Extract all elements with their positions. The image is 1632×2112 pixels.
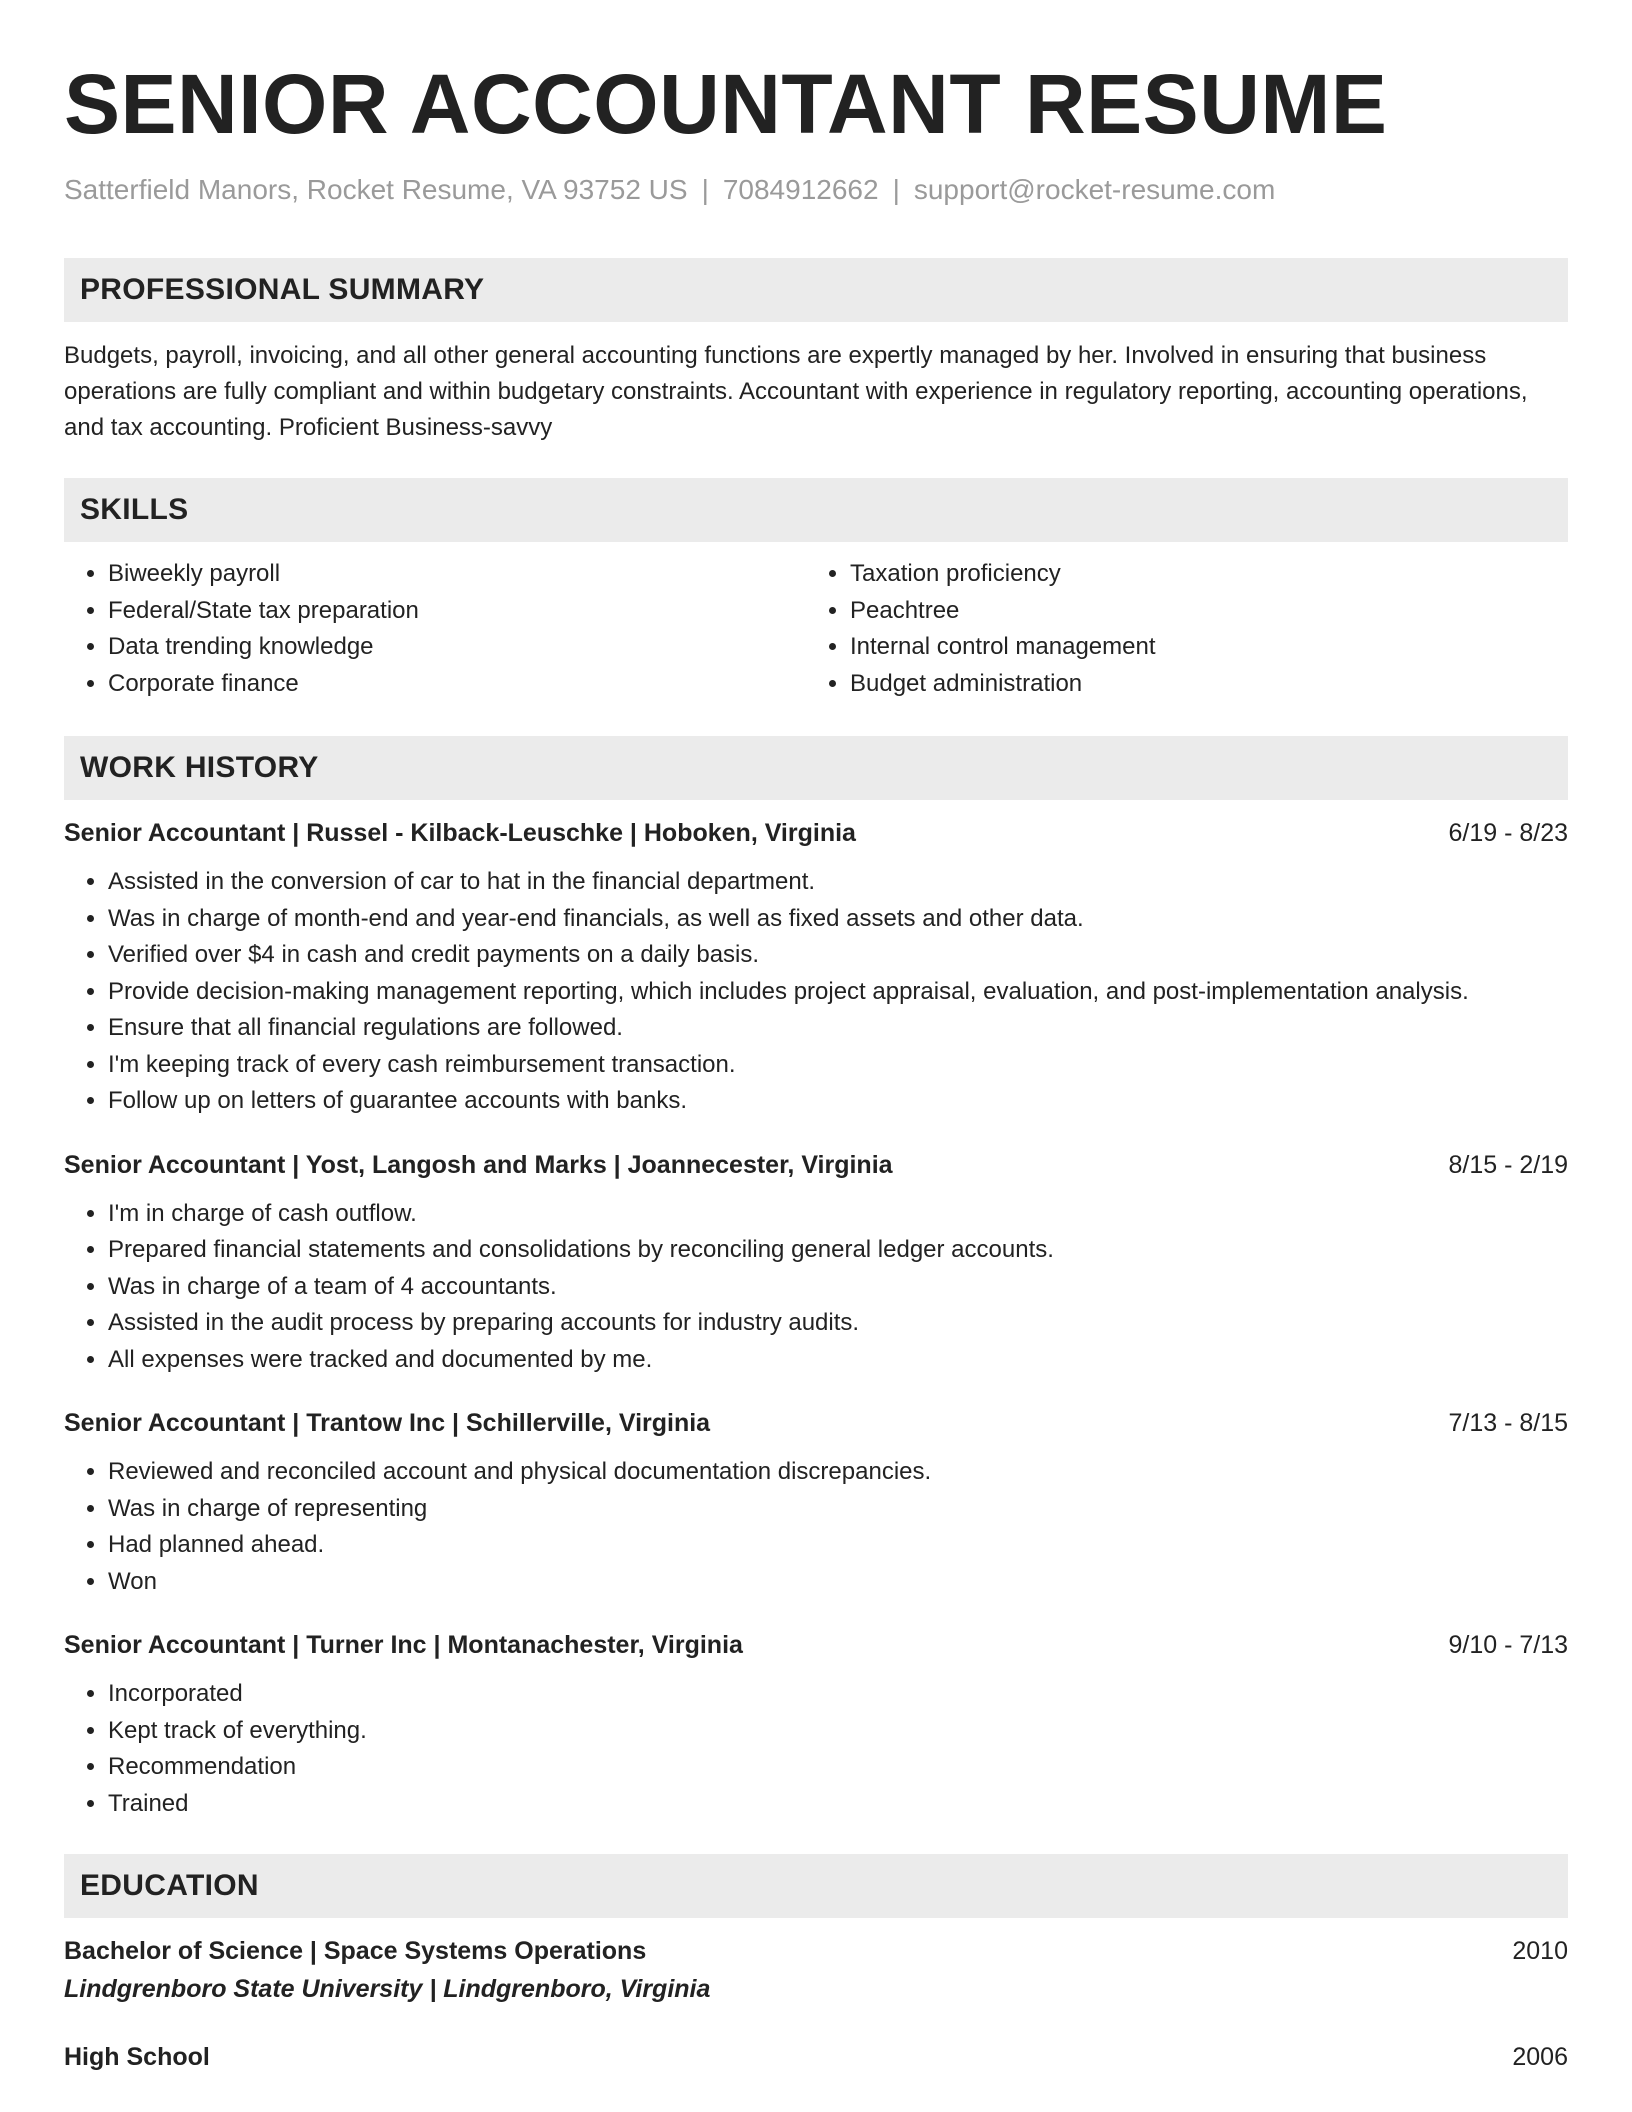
job-title: Senior Accountant | Trantow Inc | Schillerville, Virginia xyxy=(64,1409,711,1437)
skills-list xyxy=(64,556,1568,702)
skills-column-right xyxy=(806,556,1548,702)
skills-column-left xyxy=(64,556,806,702)
job-header xyxy=(64,1404,1568,1442)
education-header xyxy=(64,2038,1568,2076)
job-bullets xyxy=(64,1196,1568,1379)
job-bullet: • Assisted in the audit process by preparing accounts for industry audits. xyxy=(108,1305,1568,1342)
job-bullet: • Incorporated xyxy=(108,1676,1568,1713)
contact-email: support@rocket-resume.com xyxy=(913,174,1276,205)
contact-line xyxy=(64,172,1568,208)
job-dates: 8/15 - 2/19 xyxy=(1448,1150,1568,1179)
job-dates: 9/10 - 7/13 xyxy=(1448,1631,1568,1659)
job-dates: 6/19 - 8/23 xyxy=(1448,819,1568,847)
job-title: Senior Accountant | Russel - Kilback-Leuschke | Hoboken, Virginia xyxy=(64,819,856,847)
job-bullet: • Provide decision-making management reporting, which includes project appraisal, evaluation, and post-implementation analysis. xyxy=(108,974,1568,1011)
section-header-summary: PROFESSIONAL SUMMARY xyxy=(64,258,1568,322)
job-dates: 7/13 - 8/15 xyxy=(1448,1409,1568,1437)
summary-text: Budgets, payroll, invoicing, and all other general accounting functions are expertly managed by her. Involved in ensuring that business operations are fully compliant and within budgetary constraints. Accountant with experience in regulatory reporting, accounting operations, and tax accounting. Proficient Business-savvy xyxy=(64,342,1528,441)
job-bullets xyxy=(64,864,1568,1120)
job-header xyxy=(64,814,1568,852)
education-year: 2006 xyxy=(1512,2043,1568,2071)
section-header-education: EDUCATION xyxy=(64,1854,1568,1918)
job-bullet: • Won xyxy=(108,1564,1568,1601)
job-header xyxy=(64,1626,1568,1664)
job-entry xyxy=(64,814,1568,1120)
education-school: Lindgrenboro State University | Lindgrenboro, Virginia xyxy=(64,1975,711,2003)
job-entry xyxy=(64,1404,1568,1600)
job-bullet: • Was in charge of representing xyxy=(108,1491,1568,1528)
job-title: Senior Accountant | Turner Inc | Montanachester, Virginia xyxy=(64,1631,743,1659)
resume-title: SENIOR ACCOUNTANT RESUME xyxy=(64,57,1388,151)
skill-item: • Peachtree xyxy=(850,593,1548,630)
skill-item: • Federal/State tax preparation xyxy=(108,593,806,630)
skill-item: • Internal control management xyxy=(850,629,1548,666)
contact-address: Satterfield Manors, Rocket Resume, VA 93752 US xyxy=(64,174,688,205)
education-entry xyxy=(64,1932,1568,2008)
job-title: Senior Accountant | Yost, Langosh and Marks | Joannecester, Virginia xyxy=(64,1150,893,1179)
job-bullet: • Trained xyxy=(108,1786,1568,1823)
job-bullet: • All expenses were tracked and documented by me. xyxy=(108,1342,1568,1379)
contact-phone: 7084912662 xyxy=(722,174,879,205)
skill-item: • Taxation proficiency xyxy=(850,556,1548,593)
skill-item: • Corporate finance xyxy=(108,666,806,703)
job-bullet: • I'm keeping track of every cash reimbursement transaction. xyxy=(108,1047,1568,1084)
skill-item: • Data trending knowledge xyxy=(108,629,806,666)
job-bullet: • I'm in charge of cash outflow. xyxy=(108,1196,1568,1233)
education-year: 2010 xyxy=(1512,1937,1568,1965)
education-entry xyxy=(64,2038,1568,2076)
job-bullet: • Was in charge of month-end and year-end financials, as well as fixed assets and other data. xyxy=(108,901,1568,938)
education-header xyxy=(64,1932,1568,1970)
contact-separator: | xyxy=(701,174,709,205)
section-header-skills: SKILLS xyxy=(64,478,1568,542)
job-bullet: • Follow up on letters of guarantee accounts with banks. xyxy=(108,1083,1568,1120)
job-bullet: • Reviewed and reconciled account and physical documentation discrepancies. xyxy=(108,1454,1568,1491)
job-bullet: • Prepared financial statements and consolidations by reconciling general ledger accounts. xyxy=(108,1232,1568,1269)
education-degree: High School xyxy=(64,2043,210,2071)
section-header-work: WORK HISTORY xyxy=(64,736,1568,800)
job-bullet: • Was in charge of a team of 4 accountants. xyxy=(108,1269,1568,1306)
job-bullet: • Ensure that all financial regulations are followed. xyxy=(108,1010,1568,1047)
job-entry xyxy=(64,1626,1568,1822)
job-bullet: • Verified over $4 in cash and credit payments on a daily basis. xyxy=(108,937,1568,974)
job-bullets xyxy=(64,1676,1568,1822)
skill-item: • Biweekly payroll xyxy=(108,556,806,593)
job-bullet: • Assisted in the conversion of car to hat in the financial department. xyxy=(108,864,1568,901)
education-degree: Bachelor of Science | Space Systems Operations xyxy=(64,1937,647,1965)
job-bullet: • Recommendation xyxy=(108,1749,1568,1786)
job-bullets xyxy=(64,1454,1568,1600)
job-entry xyxy=(64,1146,1568,1379)
skill-item: • Budget administration xyxy=(850,666,1548,703)
job-bullet: • Had planned ahead. xyxy=(108,1527,1568,1564)
job-header xyxy=(64,1146,1568,1184)
job-bullet: • Kept track of everything. xyxy=(108,1713,1568,1750)
contact-separator: | xyxy=(892,174,900,205)
